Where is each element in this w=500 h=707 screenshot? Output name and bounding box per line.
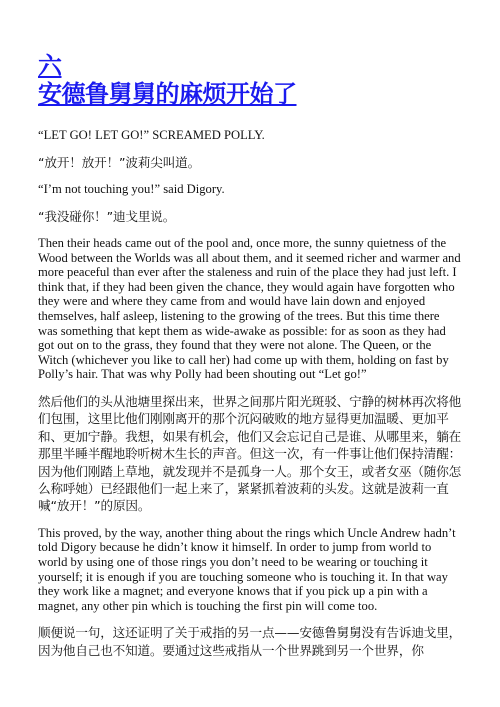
paragraph-chinese-2: “我没碰你！”迪戈里说。 bbox=[38, 208, 176, 224]
paragraph-chinese-3: 然后他们的头从池塘里探出来，世界之间那片阳光斑驳、宁静的树林再次将他们包围，这里比他们刚刚离开的那个沉闷破败的地方显得更加温暖、更加平和、更加宁静。我想，如果有机会，他们又会忘记自己是谁、从哪里来，躺在那里半睡半醒地聆听树木生长的声音。但这一次，有一件事让他们保持清醒：因为他们刚踏上草地，就发现并不是孤身一人。那个女王，或者女巫（随你怎么称呼她）已经跟他们一起上来了，紧紧抓着波莉的头发。这就是波莉一直喊“放开！”的原因。 bbox=[38, 393, 462, 514]
paragraph-chinese-4: 顺便说一句，这还证明了关于戒指的另一点——安德鲁舅舅没有告诉迪戈里，因为他自己也不知道。要通过这些戒指从一个世界跳到另一个世界，你 bbox=[38, 625, 462, 658]
chapter-title: 安德鲁舅舅的麻烦开始了 bbox=[38, 80, 297, 108]
paragraph-english-1: “LET GO! LET GO!” SCREAMED POLLY. bbox=[38, 128, 265, 142]
paragraph-english-4: This proved, by the way, another thing about the rings which Uncle Andrew hadn’t told Digory because he didn’t know it himself. In order to jump from world to world by using one of those rings you don’t need to be wearing or touching it yourself; it is enough if you are touching someone who is touching it. In that way they work like a magnet; and everyone knows that if you pick up a pin with a magnet, any other pin which is touching the first pin will come too. bbox=[38, 525, 456, 613]
paragraph-english-2: “I’m not touching you!” said Digory. bbox=[38, 182, 225, 196]
paragraph-chinese-1: “放开！放开！”波莉尖叫道。 bbox=[38, 154, 201, 170]
paragraph-english-3: Then their heads came out of the pool and, once more, the sunny quietness of the Wood between the Worlds was all about them, and it seemed richer and warmer and more peaceful than ever after the staleness and ruin of the place they had just left. I think that, if they had been given the chance, they would again have forgotten who they were and where they came from and would have lain down and enjoyed themselves, half asleep, listening to the growing of the trees. But this time there was something that kept them as wide-awake as possible: for as soon as they had got out on to the grass, they found that they were not alone. The Queen, or the Witch (whichever you like to call her) had come up with them, holding on fast by Polly’s hair. That was why Polly had been shouting out “Let go!” bbox=[38, 236, 461, 382]
chapter-number: 六 bbox=[38, 52, 62, 80]
chapter-heading-link[interactable] bbox=[38, 52, 462, 108]
page-content bbox=[38, 52, 462, 670]
